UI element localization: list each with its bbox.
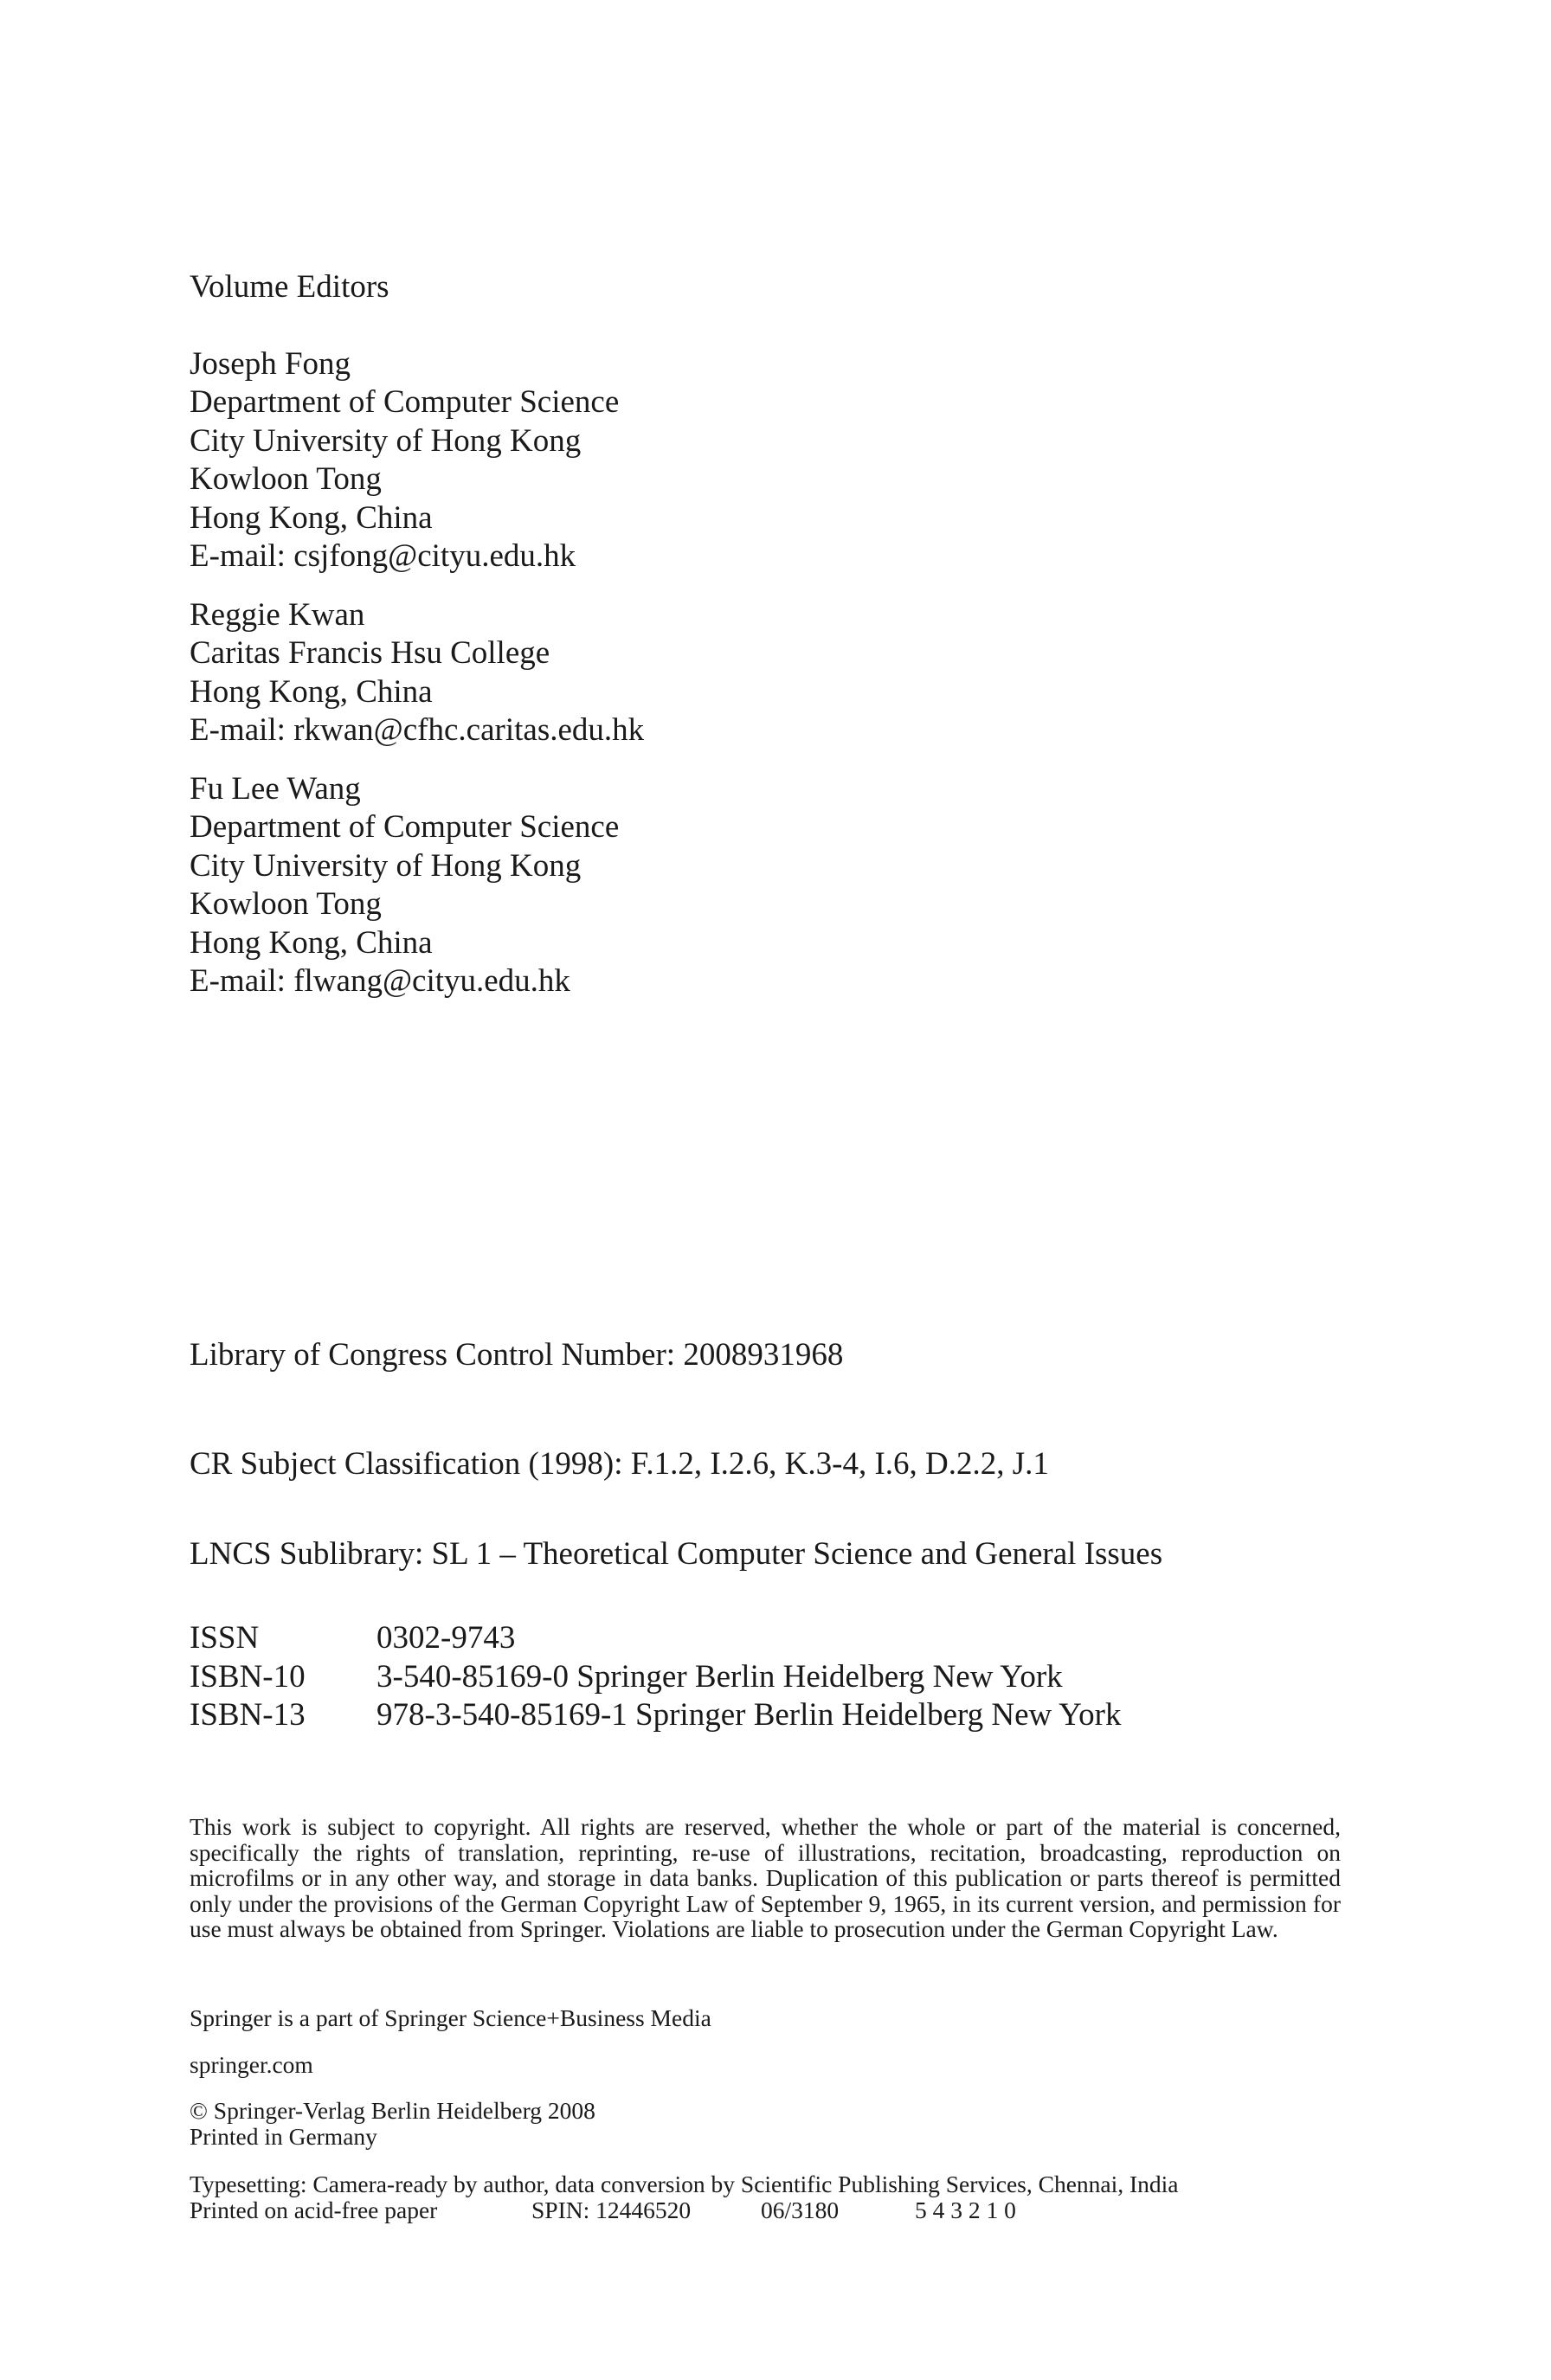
- editor-institution: Caritas Francis Hsu College: [190, 635, 550, 671]
- identifier-value: 978-3-540-85169-1 Springer Berlin Heidelberg New York: [376, 1697, 1122, 1733]
- editor-institution: City University of Hong Kong: [190, 422, 582, 459]
- editor-block: [190, 770, 644, 1001]
- identifier-row: [190, 1696, 1121, 1735]
- printed-in-line: Printed in Germany: [190, 2122, 377, 2150]
- editor-location: Hong Kong, China: [190, 673, 433, 710]
- printing-sequence: 5 4 3 2 1 0: [915, 2196, 1016, 2223]
- cr-classification-line: CR Subject Classification (1998): F.1.2, I.2.6, K.3-4, I.6, D.2.2, J.1: [190, 1446, 1049, 1482]
- identifier-label: ISSN: [190, 1620, 260, 1656]
- volume-editors-heading: Volume Editors: [190, 269, 389, 305]
- editor-department: Department of Computer Science: [190, 384, 620, 420]
- identifier-value: 3-540-85169-0 Springer Berlin Heidelberg New York: [376, 1658, 1063, 1695]
- editor-email: E-mail: csjfong@cityu.edu.hk: [190, 538, 576, 574]
- editor-department: Department of Computer Science: [190, 809, 620, 845]
- print-info-row: [190, 2197, 1341, 2223]
- identifiers-table: [190, 1619, 1121, 1735]
- editor-name: Reggie Kwan: [190, 596, 365, 633]
- typesetting-line: Typesetting: Camera-ready by author, data conversion by Scientific Publishing Services, Chennai, India: [190, 2171, 1179, 2197]
- spin-number: SPIN: 12446520: [531, 2196, 692, 2223]
- volume-editors-section: [190, 268, 644, 1021]
- editor-location: Hong Kong, China: [190, 924, 433, 961]
- typesetting-block: [190, 2171, 1341, 2222]
- editor-name: Joseph Fong: [190, 345, 351, 382]
- copyright-block: [190, 2098, 595, 2149]
- identifier-value: 0302-9743: [376, 1620, 516, 1656]
- editor-location: Hong Kong, China: [190, 499, 433, 536]
- springer-part-line: Springer is a part of Springer Science+Business Media: [190, 2004, 711, 2031]
- lccn-line: Library of Congress Control Number: 2008931968: [190, 1337, 844, 1373]
- paper-note: Printed on acid-free paper: [190, 2196, 438, 2223]
- legal-notice: This work is subject to copyright. All rights are reserved, whether the whole or part of the material is concerned, specifically the rights of translation, reprinting, re-use of illustrations, recitation, broadcasting, reproduction on microfilms or in any other way, and storage in data banks. Duplication of this publication or parts thereof is permitted only under the provisions of the German Copyright Law of September 9, 1965, in its current version, and permission for use must always be obtained from Springer. Violations are liable to prosecution under the German Copyright Law.: [190, 1813, 1341, 1943]
- lncs-sublibrary-line: LNCS Sublibrary: SL 1 – Theoretical Computer Science and General Issues: [190, 1536, 1163, 1572]
- identifier-row: [190, 1619, 1121, 1658]
- editor-email: E-mail: flwang@cityu.edu.hk: [190, 963, 570, 999]
- editor-block: [190, 345, 644, 576]
- identifier-label: ISBN-10: [190, 1658, 306, 1695]
- editor-block: [190, 596, 644, 750]
- editor-district: Kowloon Tong: [190, 886, 382, 922]
- editor-name: Fu Lee Wang: [190, 770, 361, 807]
- identifier-row: [190, 1658, 1121, 1697]
- identifier-label: ISBN-13: [190, 1697, 306, 1733]
- copyright-line: © Springer-Verlag Berlin Heidelberg 2008: [190, 2097, 595, 2124]
- editor-institution: City University of Hong Kong: [190, 847, 582, 884]
- editor-district: Kowloon Tong: [190, 461, 382, 497]
- springer-url: springer.com: [190, 2051, 313, 2078]
- print-code: 06/3180: [761, 2196, 840, 2223]
- editor-email: E-mail: rkwan@cfhc.caritas.edu.hk: [190, 712, 645, 748]
